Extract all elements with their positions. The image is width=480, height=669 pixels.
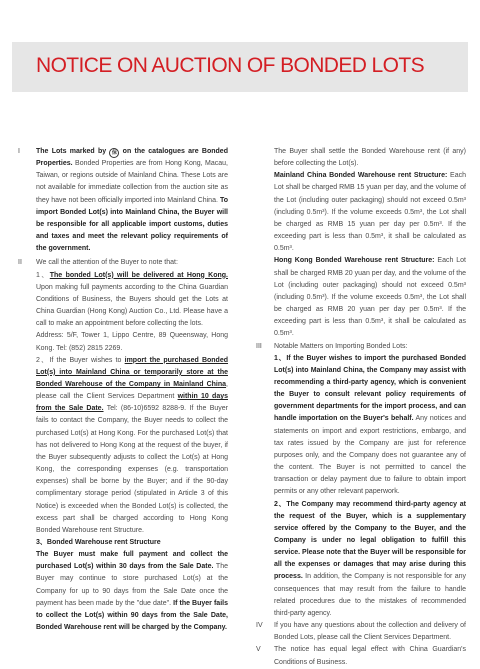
section-5-text: The notice has equal legal effect with China Guardian's Conditions of Business. bbox=[274, 646, 466, 666]
left-column bbox=[18, 146, 228, 634]
section-3-intro: Notable Matters on Importing Bonded Lots: bbox=[274, 342, 408, 350]
section-4 bbox=[256, 620, 466, 644]
address-line: Address: 5/F, Tower 1, Lippo Centre, 89 Queensway, Hong Kong. Tel: (852) 2815 2269. bbox=[36, 332, 228, 352]
section-number: IV bbox=[256, 622, 263, 630]
section-2-intro: We call the attention of the Buyer to note that: bbox=[36, 259, 178, 267]
section-number: I bbox=[18, 148, 20, 155]
section-4-text: If you have any questions about the collection and delivery of Bonded Lots, please call the Client Services Department. bbox=[274, 622, 466, 642]
page-title: NOTICE ON AUCTION OF BONDED LOTS bbox=[36, 54, 425, 77]
section-number: III bbox=[256, 342, 262, 350]
hong-kong-rent-text: Hong Kong Bonded Warehouse rent Structure: Each Lot shall be charged RMB 20 yuan per day, and the volume of the Lot (including outer packaging) should not exceed 0.5m³ (including 0.5m³). If the volume exceeds 0.5m³, the Lot shall be charged as RMB 20 yuan per day per 0.5m³. If the exceeding part is less than 0.5m³, it shall be calculated as 0.5m³. bbox=[274, 257, 466, 338]
bonded-seal-icon: 保 bbox=[109, 148, 119, 158]
rent-structure-heading: 3、Bonded Warehouse rent Structure bbox=[36, 539, 161, 546]
rent-settle-text: The Buyer shall settle the Bonded Warehouse rent (if any) before collecting the Lot(s). bbox=[274, 148, 466, 168]
mainland-rent-text: Mainland China Bonded Warehouse rent Structure: Each Lot shall be charged RMB 15 yuan per day, and the volume of the Lot (including outer packaging) should not exceed 0.5m³ (including 0.5m³). If the volume exceeds 0.5m³, the Lot shall be charged as RMB 15 yuan per day per 0.5m³. If the exceeding part is less than 0.5m³, it shall be calculated as 0.5m³. bbox=[274, 172, 466, 253]
section-1 bbox=[18, 146, 228, 255]
section-number: V bbox=[256, 646, 261, 654]
section-3-point-1: 1、If the Buyer wishes to import the purchased Bonded Lot(s) into Mainland China, the Company may assist with recommending a third-party agency, which is convenient the Buyer to consult relevant policy requirements of government departments for the import process, and can handle importation on the Buyer's behalf. Any notices and statements on import and export restrictions, embargo, and tax rates issued by the Company are just for reference purposes only, and the Company does not guarantee any of the content. The Buyer is not permitted to cancel the transaction or delay payment due to failure to obtain import permits or any other relevant paperwork. bbox=[274, 354, 466, 496]
section-number: II bbox=[18, 259, 22, 267]
section-5 bbox=[256, 644, 466, 668]
section-1-text: The Lots marked by 保 on the catalogues are Bonded Properties. Bonded Properties are from Hong Kong, Macau, Taiwan, or regions outside of Mainland China. These Lots are not available for immediate collection from the auction site as they have not been officially imported into Mainland China. To import Bonded Lot(s) into Mainland China, the Buyer will be responsible for all applicable import customs, duties and taxes and meet the relevant policy requirements of the government. bbox=[36, 148, 228, 253]
section-2-point-1: 1、The bonded Lot(s) will be delivered at Hong Kong. Upon making full payments according to the China Guardian Conditions of Business, the Buyers should get the Lots at China Guardian (Hong Kong) Auction Co., Ltd. Please have a call to make an appointment before collecting the lots. bbox=[36, 271, 228, 328]
rent-structure-text: The Buyer must make full payment and collect the purchased Lot(s) within 30 days from the Sale Date. The Buyer may continue to store purchased Lot(s) at the Company for up to 90 days from the Sale Date once the payment has been made by the "due date". If the Buyer fails to collect the Lot(s) within 90 days from the Sale Date, Bonded Warehouse rent will be charged by the Company. bbox=[36, 551, 228, 632]
right-column bbox=[256, 146, 466, 669]
section-2 bbox=[18, 257, 228, 634]
section-2-point-2: 2、If the Buyer wishes to import the purchased Bonded Lot(s) into Mainland China or temporarily store at the Bonded Warehouse of the Company in Mainland China, please call the Client Services Department within 10 days from the Sale Date. Tel: (86-10)6592 8288-9. If the Buyer fails to contact the Company, the Buyer needs to collect the purchased Lot(s) at Hong Kong. For the purchased Lot(s) that has not delivered to Hong Kong at the request of the buyer, if the Buyer subsequently adjusts to collect the Lot(s) at Hong Kong, the corresponding expenses (e.g. transportation expenses) shall be borne by the Buyer; and if the 90-day complimentary storage period (stipulated in Article 3 of this Notice) is exceeded when the Bonded Lot(s) is collected, the excess part shall be charged according to Hong Kong Bonded Warehouse rent Structure. bbox=[36, 356, 229, 534]
section-3 bbox=[256, 341, 466, 621]
section-3-point-2: 2、The Company may recommend third-party agency at the request of the Buyer, which is a supplementary service offered by the Company to the Buyer, and the Company is under no legal obligation to fulfill this service. Please note that the Buyer will be responsible for all the expenses or damages that may arise during this process. In addition, the Company is not responsible for any consequences that may result from the failure to handle related procedures due to the mistakes of recommended third-party agency. bbox=[274, 500, 466, 617]
section-2-continued bbox=[256, 146, 466, 341]
